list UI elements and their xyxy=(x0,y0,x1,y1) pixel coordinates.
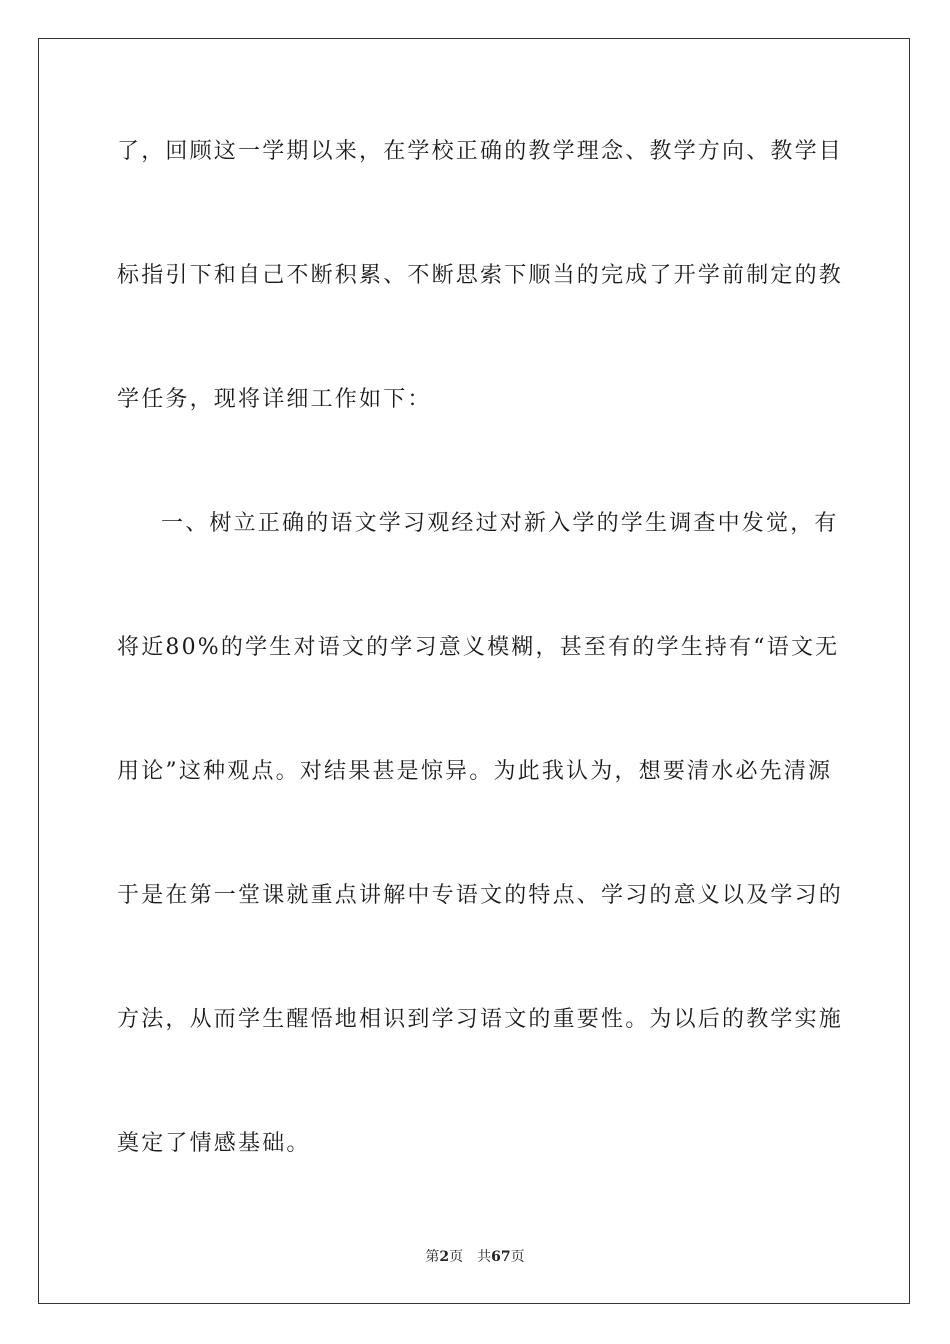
total-pages: 67 xyxy=(491,1249,511,1265)
body-line-1: 了，回顾这一学期以来，在学校正确的教学理念、教学方向、教学目 xyxy=(117,139,844,164)
page-suffix: 页 xyxy=(449,1249,464,1265)
body-line-2: 标指引下和自己不断积累、不断思索下顺当的完成了开学前制定的教 xyxy=(117,263,844,288)
body-line-3: 学任务，现将详细工作如下： xyxy=(117,387,432,412)
body-line-7: 于是在第一堂课就重点讲解中专语文的特点、学习的意义以及学习的 xyxy=(117,883,844,908)
total-suffix: 页 xyxy=(510,1249,525,1265)
body-line-6: 用论”这种观点。对结果甚是惊异。为此我认为，想要清水必先清源 xyxy=(117,759,833,784)
body-line-8: 方法，从而学生醒悟地相识到学习语文的重要性。为以后的教学实施 xyxy=(117,1007,844,1032)
total-prefix: 共 xyxy=(477,1249,492,1265)
body-line-4: 一、树立正确的语文学习观经过对新入学的学生调查中发觉，有 xyxy=(161,511,839,536)
page-border xyxy=(38,38,910,1304)
page-footer xyxy=(0,1247,950,1267)
body-line-9: 奠定了情感基础。 xyxy=(117,1131,311,1156)
page-number: 2 xyxy=(439,1249,450,1265)
body-line-5: 将近80%的学生对语文的学习意义模糊，甚至有的学生持有“语文无 xyxy=(117,635,840,660)
page-prefix: 第 xyxy=(425,1249,440,1265)
